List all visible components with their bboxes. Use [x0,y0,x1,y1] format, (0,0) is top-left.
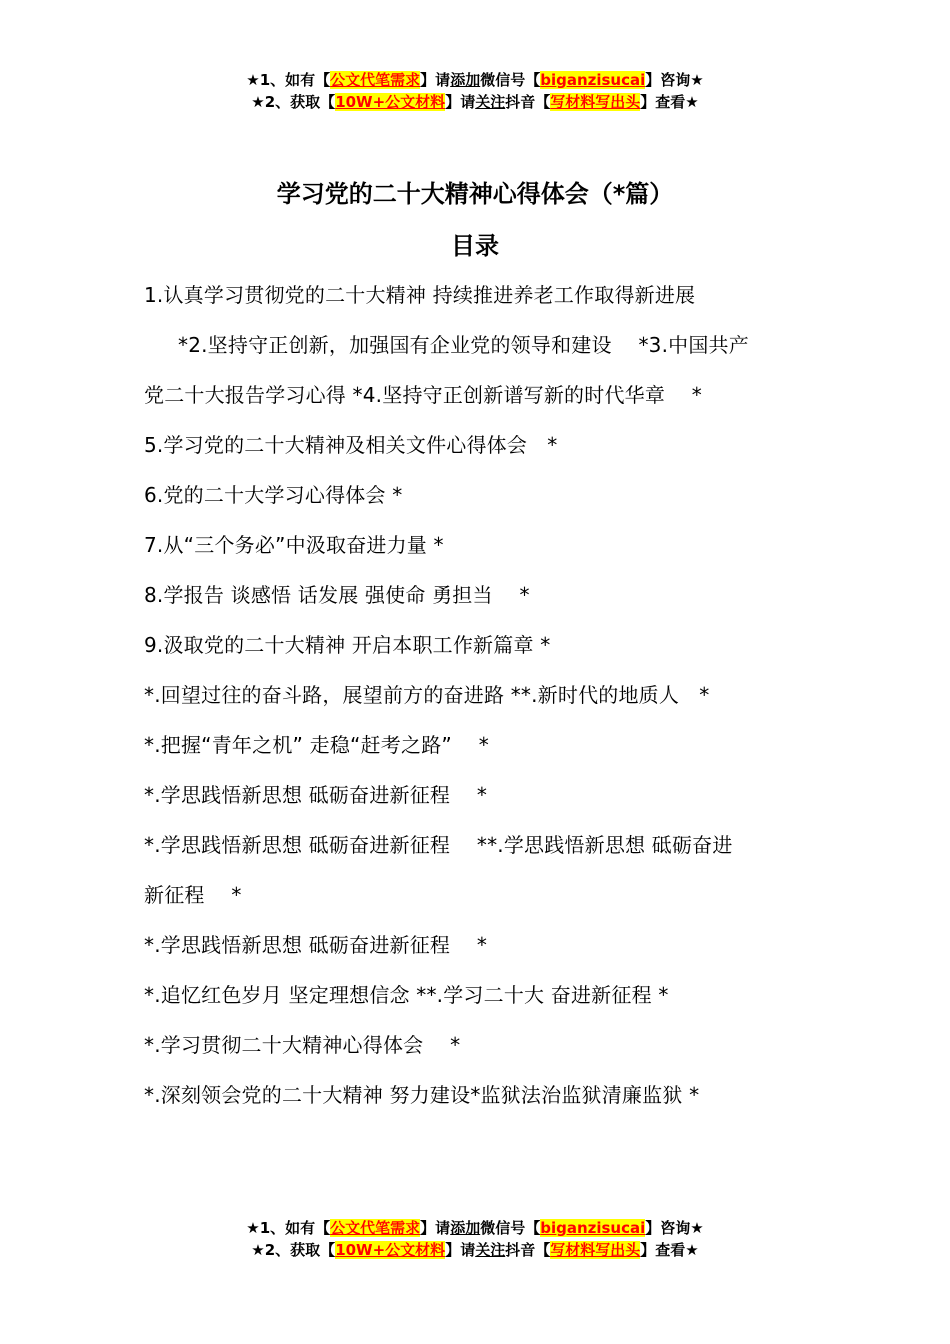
promo-highlight-wechat-id: biganzisucai [540,71,646,89]
toc-line[interactable]: *.回望过往的奋斗路，展望前方的奋进路 **.新时代的地质人 * [144,683,710,707]
toc-line[interactable]: *.学思践悟新思想 砥砺奋进新征程 * [144,933,488,957]
promo-line-1 [0,69,950,91]
toc-line[interactable]: 1.认真学习贯彻党的二十大精神 持续推进养老工作取得新进展 [144,283,696,307]
toc-line[interactable]: 5.学习党的二十大精神及相关文件心得体会 * [144,433,558,457]
toc-line[interactable]: *.深刻领会党的二十大精神 努力建设*监狱法治监狱清廉监狱 * [144,1083,700,1107]
promo-text: ★1、如有【 [246,1219,331,1237]
promo-highlight-douyin-id: 写材料写出头 [550,1241,641,1259]
promo-text: 微信号【 [480,71,541,89]
promo-highlight-wechat-id: biganzisucai [540,1219,646,1237]
promo-text: 】请 [445,93,476,111]
promo-highlight-douyin-id: 写材料写出头 [550,93,641,111]
promo-text: 】请 [420,71,451,89]
promo-underlined-text: 关注 [475,1241,506,1259]
promo-line-2 [0,91,950,113]
promo-underlined-text: 添加 [450,71,481,89]
promo-highlight-service: 公文代笔需求 [330,1219,421,1237]
promo-text: 微信号【 [480,1219,541,1237]
toc-line[interactable]: *2.坚持守正创新，加强国有企业党的领导和建设 *3.中国共产 [178,333,749,357]
promo-text: 】查看★ [640,93,699,111]
promo-text: ★1、如有【 [246,71,331,89]
promo-text: 】咨询★ [645,71,704,89]
promo-highlight-materials: 10W+公文材料 [335,93,446,111]
toc-line[interactable]: 6.党的二十大学习心得体会 * [144,483,403,507]
promo-highlight-service: 公文代笔需求 [330,71,421,89]
toc-line[interactable]: *.追忆红色岁月 坚定理想信念 **.学习二十大 奋进新征程 * [144,983,669,1007]
promo-underlined-text: 关注 [475,93,506,111]
promo-text: 】查看★ [640,1241,699,1259]
promo-line-2 [0,1239,950,1261]
toc-line[interactable]: *.学思践悟新思想 砥砺奋进新征程 **.学思践悟新思想 砥砺奋进 [144,833,733,857]
promo-text: ★2、获取【 [251,1241,336,1259]
toc-line[interactable]: 新征程 * [144,883,242,907]
table-of-contents [144,270,810,1120]
toc-line[interactable]: *.学习贯彻二十大精神心得体会 * [144,1033,461,1057]
promo-banner-bottom [0,1217,950,1261]
promo-text: ★2、获取【 [251,93,336,111]
promo-banner-top [0,69,950,113]
promo-highlight-materials: 10W+公文材料 [335,1241,446,1259]
toc-line[interactable]: *.把握“青年之机” 走稳“赶考之路” * [144,733,489,757]
toc-heading: 目录 [451,232,499,260]
promo-text: 抖音【 [505,1241,551,1259]
promo-text: 抖音【 [505,93,551,111]
promo-text: 】咨询★ [645,1219,704,1237]
promo-line-1 [0,1217,950,1239]
toc-line[interactable]: 7.从“三个务必”中汲取奋进力量 * [144,533,444,557]
toc-line[interactable]: 8.学报告 谈感悟 话发展 强使命 勇担当 * [144,583,530,607]
promo-underlined-text: 添加 [450,1219,481,1237]
promo-text: 】请 [420,1219,451,1237]
promo-text: 】请 [445,1241,476,1259]
document-title: 学习党的二十大精神心得体会（*篇） [276,180,674,208]
toc-line[interactable]: 党二十大报告学习心得 *4.坚持守正创新谱写新的时代华章 * [144,383,702,407]
toc-line[interactable]: *.学思践悟新思想 砥砺奋进新征程 * [144,783,488,807]
toc-line[interactable]: 9.汲取党的二十大精神 开启本职工作新篇章 * [144,633,551,657]
